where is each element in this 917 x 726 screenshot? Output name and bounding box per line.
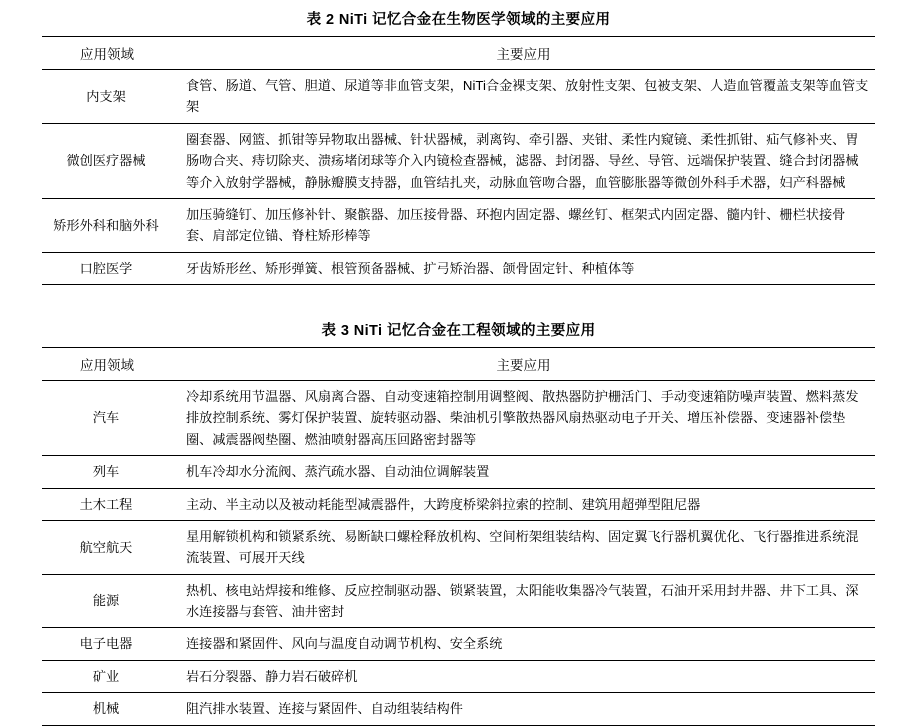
table-3-head (42, 348, 875, 381)
table-3-row-3-area: 航空航天 (42, 520, 172, 574)
table-row (42, 123, 875, 198)
table-row (42, 70, 875, 124)
table-3-row-3-application: 星用解锁机构和锁紧系统、易断缺口螺栓释放机构、空间桁架组装结构、固定翼飞行器机翼优化、飞行器推进系统混流装置、可展开天线 (172, 520, 875, 574)
table-row (42, 488, 875, 520)
table-row (42, 628, 875, 660)
table-row (42, 520, 875, 574)
table-spacer (42, 285, 875, 319)
table-3-row-4-application: 热机、核电站焊接和维修、反应控制驱动器、锁紧装置，太阳能收集器冷气装置，石油开采用封井器、井下工具、深水连接器与套管、油井密封 (172, 574, 875, 628)
table-3-body (42, 381, 875, 726)
table-3-row-2-application: 主动、半主动以及被动耗能型减震器件，大跨度桥梁斜拉索的控制、建筑用超弹型阻尼器 (172, 488, 875, 520)
table-3-row-5-application: 连接器和紧固件、风向与温度自动调节机构、安全系统 (172, 628, 875, 660)
table-3-row-0-application: 冷却系统用节温器、风扇离合器、自动变速箱控制用调整阀、散热器防护栅活门、手动变速箱防噪声装置、燃料蒸发排放控制系统、雾灯保护装置、旋转驱动器、柴油机引擎散热器风扇热驱动电子开关、增压补偿器、变速器补偿垫圈、减震器阀垫圈、燃油喷射器高压回路密封器等 (172, 381, 875, 456)
table-2-row-0-application: 食管、肠道、气管、胆道、尿道等非血管支架，NiTi合金裸支架、放射性支架、包被支架、人造血管覆盖支架等血管支架 (172, 70, 875, 124)
table-header-row (42, 348, 875, 381)
table-2-header-application: 主要应用 (172, 37, 875, 70)
table-row (42, 381, 875, 456)
table-row (42, 574, 875, 628)
table-2-row-3-application: 牙齿矫形丝、矫形弹簧、根管预备器械、扩弓矫治器、颌骨固定针、种植体等 (186, 260, 635, 276)
table-3-row-7-area: 机械 (92, 701, 120, 717)
table-2-row-2-application: 加压骑缝钉、加压修补针、聚髌器、加压接骨器、环抱内固定器、螺丝钉、框架式内固定器、髓内针、栅栏状接骨套、肩部定位锚、脊柱矫形棒等 (172, 198, 875, 252)
table-header-row (42, 37, 875, 70)
table-2-header-area: 应用领域 (42, 37, 172, 70)
table-caption-2: 表 2 NiTi 记忆合金在生物医学领域的主要应用 (306, 12, 611, 28)
table-2-body (42, 70, 875, 285)
table-3-row-7-application: 阻汽排水装置、连接与紧固件、自动组装结构件 (186, 701, 463, 717)
table-2-row-0-area: 内支架 (42, 70, 172, 124)
table-2-row-1-application: 圈套器、网篮、抓钳等异物取出器械、针状器械，剥离钩、牵引器、夹钳、柔性内窥镜、柔性抓钳、疝气修补夹、胃肠吻合夹、痔切除夹、溃疡堵闭球等介入内镜检查器械，滤器、封闭器、导丝、导管、远端保护装置、缝合封闭器械等介入放射学器械，静脉瓣膜支持器，血管结扎夹，动脉血管吻合器，血管膨胀器等微创外科手术器，妇产科器械 (172, 123, 875, 198)
table-3-row-6-application: 岩石分裂器、静力岩石破碎机 (172, 660, 875, 692)
table-3-row-1-application: 机车冷却水分流阀、蒸汽疏水器、自动油位调解装置 (172, 456, 875, 488)
table-3 (42, 347, 875, 726)
table-3-header-area: 应用领域 (42, 348, 172, 381)
table-block-3 (42, 319, 875, 726)
table-3-row-4-area: 能源 (42, 574, 172, 628)
table-3-row-0-area: 汽车 (42, 381, 172, 456)
table-2-row-1-area: 微创医疗器械 (42, 123, 172, 198)
table-2 (42, 36, 875, 285)
table-3-row-5-area: 电子电器 (42, 628, 172, 660)
table-2-row-2-area: 矫形外科和脑外科 (42, 198, 172, 252)
table-row (42, 693, 875, 725)
table-3-row-6-area: 矿业 (42, 660, 172, 692)
table-3-row-2-area: 土木工程 (42, 488, 172, 520)
table-caption-3: 表 3 NiTi 记忆合金在工程领域的主要应用 (321, 323, 596, 339)
table-row (42, 456, 875, 488)
table-row (42, 660, 875, 692)
table-3-header-application: 主要应用 (172, 348, 875, 381)
table-2-head (42, 37, 875, 70)
table-row (42, 252, 875, 284)
table-block-2 (42, 8, 875, 285)
table-2-row-3-area: 口腔医学 (79, 260, 133, 276)
table-row (42, 198, 875, 252)
table-3-row-1-area: 列车 (42, 456, 172, 488)
